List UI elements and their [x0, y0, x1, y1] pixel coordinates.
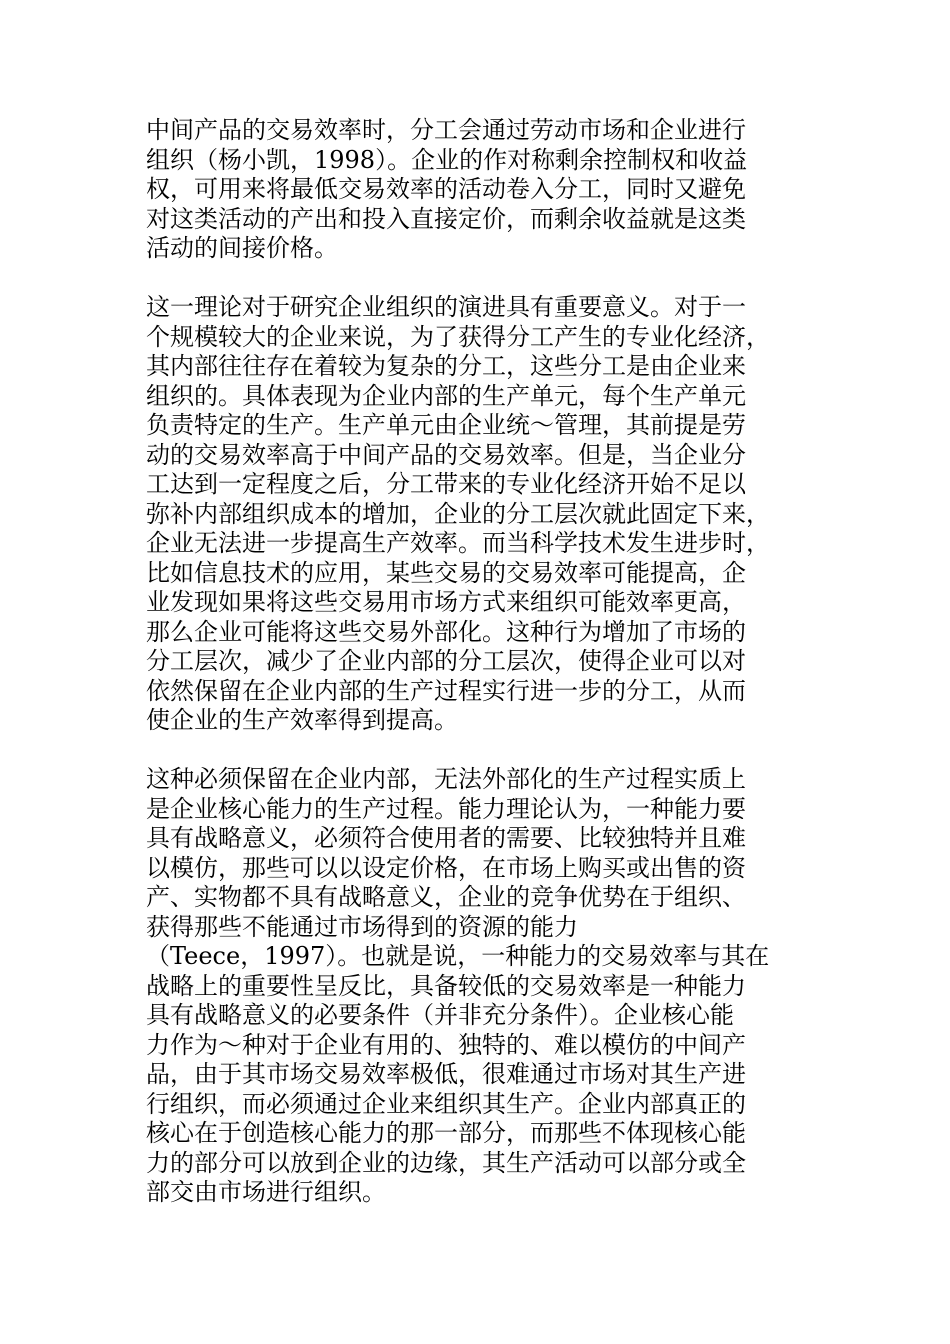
text-line: 企业无法进一步提高生产效率。而当科学技术发生进步时，	[146, 529, 770, 557]
text-line: 工达到一定程度之后，分工带来的专业化经济开始不足以	[146, 470, 746, 498]
text-line: 权，可用来将最低交易效率的活动卷入分工，同时又避免	[146, 175, 746, 203]
text-line: （Teece，1997）。也就是说，一种能力的交易效率与其在	[146, 942, 770, 970]
text-line: 弥补内部组织成本的增加，企业的分工层次就此固定下来，	[146, 499, 770, 528]
text-line: 负责特定的生产。生产单元由企业统～管理，其前提是劳	[146, 411, 746, 439]
text-line: 那么企业可能将这些交易外部化。这种行为增加了市场的	[146, 617, 746, 646]
text-line: 战略上的重要性呈反比，具备较低的交易效率是一种能力	[146, 971, 746, 1000]
text-line: 中间产品的交易效率时，分工会通过劳动市场和企业进行	[146, 116, 746, 144]
text-line: 组织（杨小凯，1998）。企业的作对称剩余控制权和收益	[146, 145, 748, 174]
paragraph-3	[146, 765, 796, 1208]
text-line: 具有战略意义，必须符合使用者的需要、比较独特并且难	[146, 824, 746, 852]
text-line: 业发现如果将这些交易用市场方式来组织可能效率更高，	[146, 588, 746, 616]
text-line: 产、实物都不具有战略意义，企业的竞争优势在于组织、	[146, 883, 746, 911]
text-line: 力的部分可以放到企业的边缘，其生产活动可以部分或全	[146, 1148, 746, 1177]
text-line: 获得那些不能通过市场得到的资源的能力	[146, 912, 578, 941]
text-line: 比如信息技术的应用，某些交易的交易效率可能提高，企	[146, 558, 746, 587]
text-line: 依然保留在企业内部的生产过程实行进一步的分工，从而	[146, 676, 746, 705]
text-line: 使企业的生产效率得到提高。	[146, 706, 458, 734]
text-line: 是企业核心能力的生产过程。能力理论认为，一种能力要	[146, 794, 746, 823]
text-line: 其内部往往存在着较为复杂的分工，这些分工是由企业来	[146, 352, 746, 380]
paragraph-2	[146, 293, 796, 736]
text-line: 个规模较大的企业来说，为了获得分工产生的专业化经济，	[146, 322, 770, 351]
text-line: 组织的。具体表现为企业内部的生产单元，每个生产单元	[146, 381, 746, 410]
document-page	[146, 116, 796, 1208]
paragraph-spacer	[146, 264, 796, 294]
text-line: 具有战略意义的必要条件（并非充分条件）。企业核心能	[146, 1001, 734, 1029]
text-line: 这种必须保留在企业内部，无法外部化的生产过程实质上	[146, 765, 746, 793]
paragraph-1	[146, 116, 796, 264]
text-line: 品，由于其市场交易效率极低，很难通过市场对其生产进	[146, 1060, 746, 1088]
text-line: 核心在于创造核心能力的那一部分，而那些不体现核心能	[146, 1119, 746, 1147]
text-line: 部交由市场进行组织。	[146, 1178, 386, 1206]
text-line: 力作为～种对于企业有用的、独特的、难以模仿的中间产	[146, 1030, 746, 1059]
text-line: 活动的间接价格。	[146, 234, 338, 262]
paragraph-spacer	[146, 736, 796, 766]
text-line: 这一理论对于研究企业组织的演进具有重要意义。对于一	[146, 293, 746, 321]
text-line: 以模仿，那些可以以设定价格，在市场上购买或出售的资	[146, 853, 746, 882]
text-line: 分工层次，减少了企业内部的分工层次，使得企业可以对	[146, 647, 746, 675]
text-line: 对这类活动的产出和投入直接定价，而剩余收益就是这类	[146, 204, 746, 233]
text-line: 行组织，而必须通过企业来组织其生产。企业内部真正的	[146, 1089, 746, 1118]
text-line: 动的交易效率高于中间产品的交易效率。但是，当企业分	[146, 440, 746, 469]
